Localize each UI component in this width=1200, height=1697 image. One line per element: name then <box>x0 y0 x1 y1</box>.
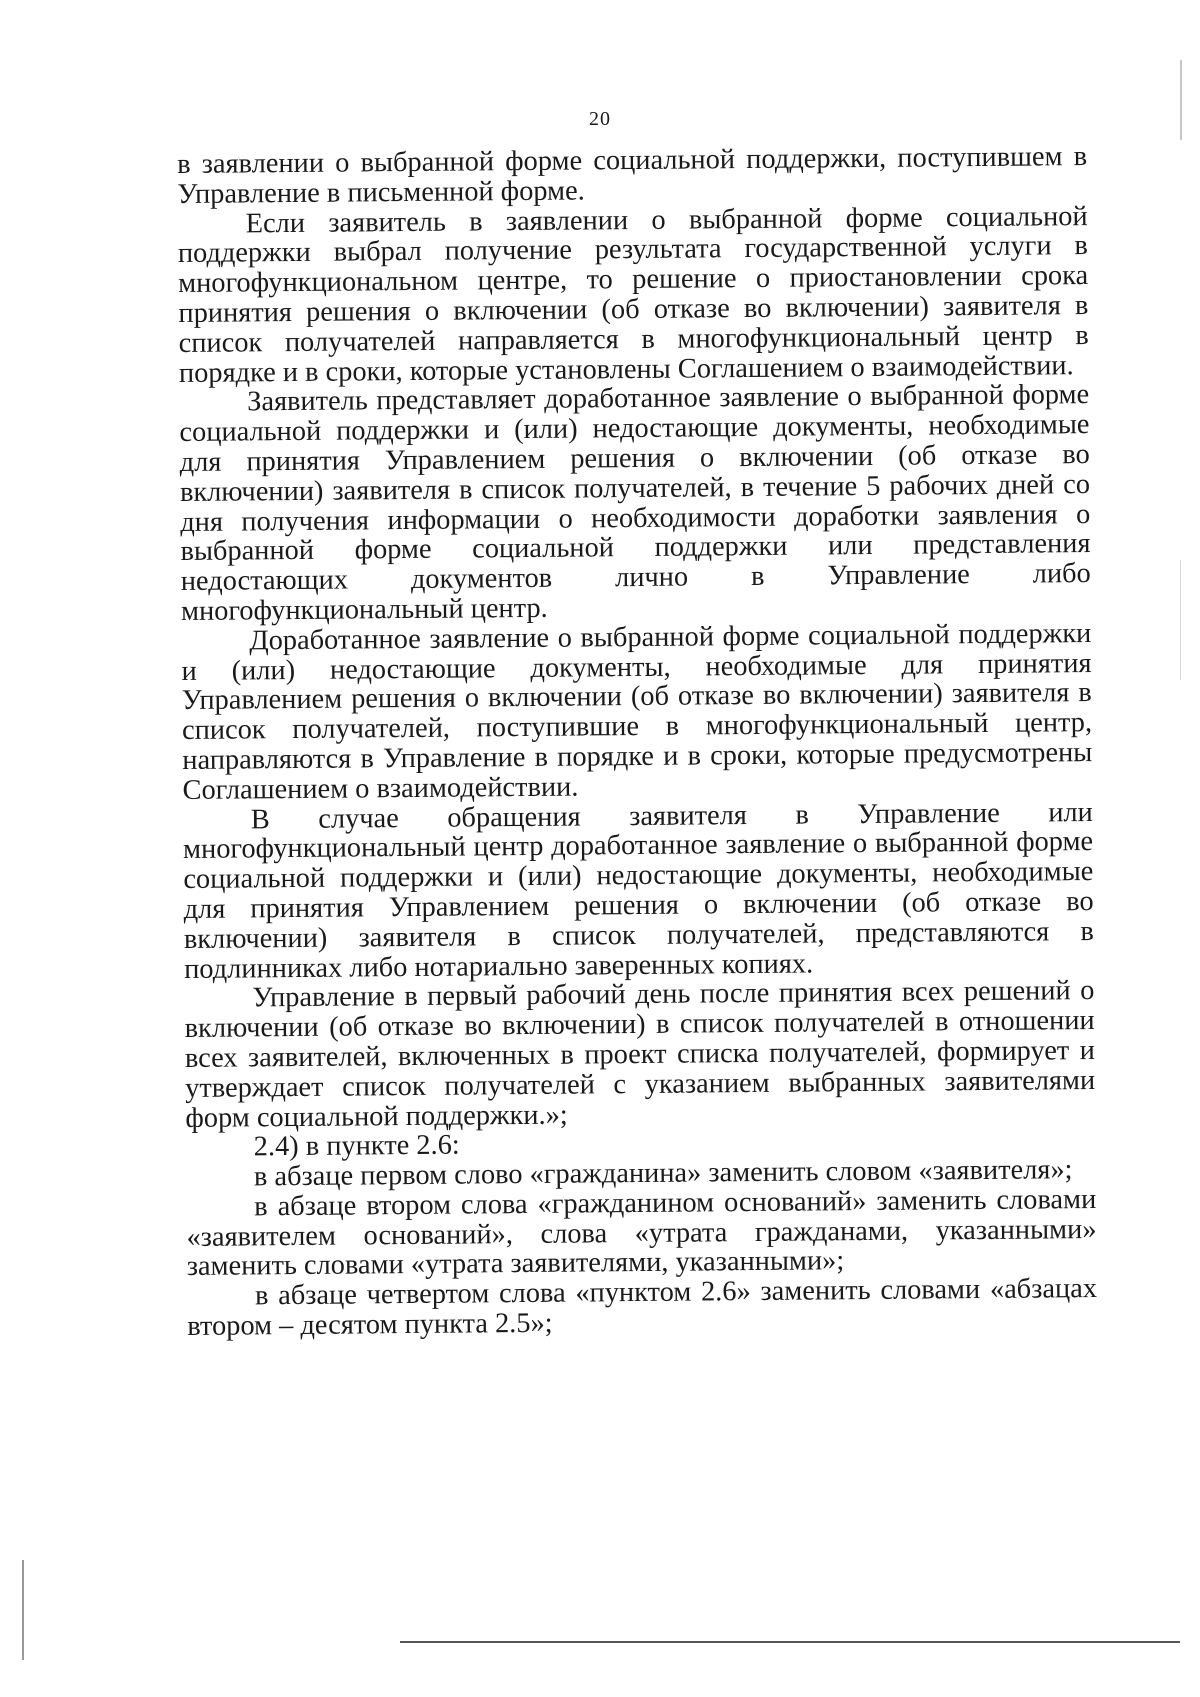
scan-edge-mark <box>1180 560 1181 680</box>
scan-edge-mark <box>22 1560 24 1660</box>
document-body <box>177 142 1097 1342</box>
paragraph: в абзаце втором слова «гражданином оснований» заменить словами «заявителем оснований», слова «утрата гражданами, указанными» заменить словами «утрата заявителями, указанными»; <box>186 1183 1097 1283</box>
footer-divider <box>400 1641 1180 1643</box>
paragraph: в абзаце четвертом слова «пунктом 2.6» заменить словами «абзацах втором – десятом пункта 2.5»; <box>187 1273 1098 1343</box>
paragraph: Доработанное заявление о выбранной форме социальной поддержки и (или) недостающие документы, необходимые для принятия Управлением решения о включении (об отказе во включении) заявителя в список получателей, поступившие в многофункциональный центр, направляются в Управление в порядке и в сроки, которые предусмотрены Соглашением о взаимодействии. <box>181 617 1093 806</box>
list-item: 2.4) в пункте 2.6: <box>253 1129 460 1163</box>
paragraph: Заявитель представляет доработанное заявление о выбранной форме социальной поддержки и (или) недостающие документы, необходимые для принятия Управлением решения о включении (об отказе во включении) заявителя в список получателей, в течение 5 рабочих дней со дня получения информации о необходимости доработки заявления о выбранной форме социальной поддержки или представления недостающих документов лично в Управление либо многофункциональный центр. <box>179 379 1091 627</box>
paragraph: В случае обращения заявителя в Управление или многофункциональный центр доработанное заявление о выбранной форме социальной поддержки и (или) недостающие документы, необходимые для принятия Управлением решения о включении (об отказе во включении) заявителя в список получателей, представляются в подлинниках либо нотариально заверенных копиях. <box>182 796 1094 985</box>
paragraph: в заявлении о выбранной форме социальной поддержки, поступившем в Управление в письменной форме. <box>176 141 1088 210</box>
paragraph: Если заявитель в заявлении о выбранной форме социальной поддержки выбрал получение результата государственной услуги в многофункциональном центре, то решение о приостановлении срока принятия решения о включении (об отказе во включении) заявителя в список получателей направляется в многофункциональный центр в порядке и в сроки, которые установлены Соглашением о взаимодействии. <box>177 200 1089 389</box>
page-number: 20 <box>589 108 611 130</box>
paragraph: Управление в первый рабочий день после принятия всех решений о включении (об отказе во включении) в список получателей в отношении всех заявителей, включенных в проект списка получателей, формирует и утверждает список получателей с указанием выбранных заявителями форм социальной поддержки.»; <box>184 975 1096 1134</box>
paragraph: в абзаце первом слово «гражданина» заменить словом «заявителя»; <box>253 1154 1073 1193</box>
